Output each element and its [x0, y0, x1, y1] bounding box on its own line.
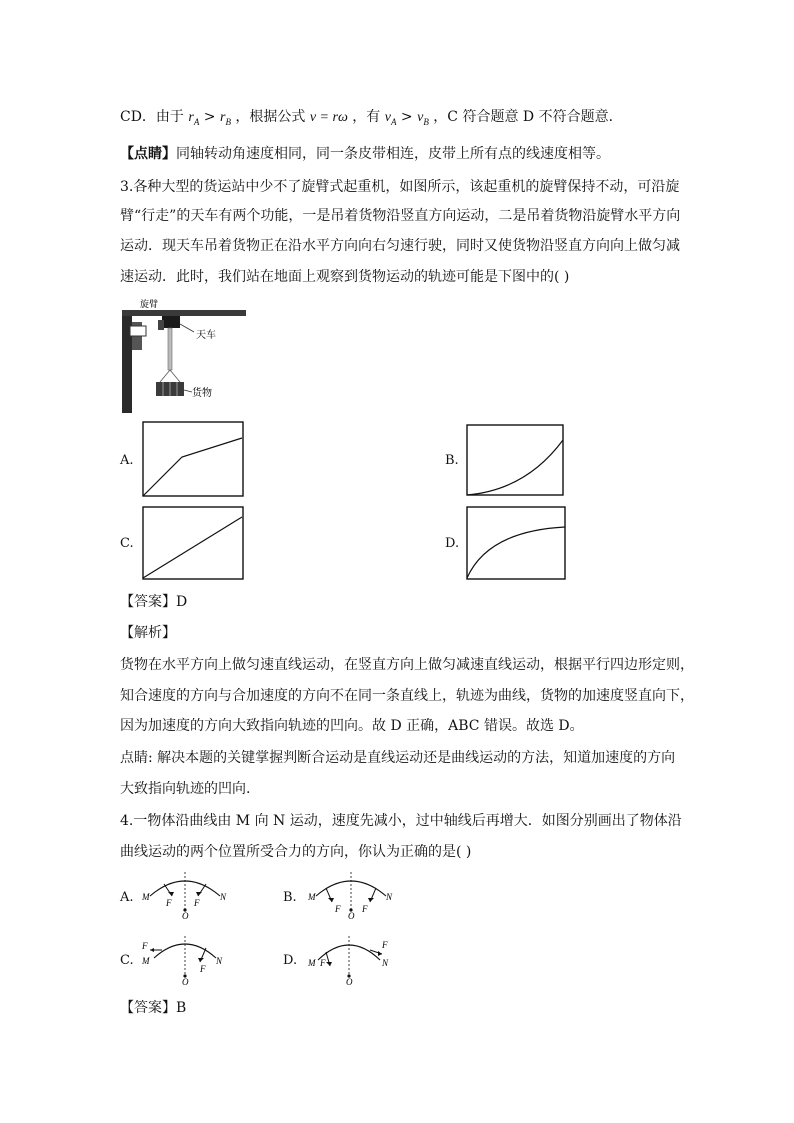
tip-text: 同轴转动角速度相同，同一条皮带相连，皮带上所有点的线速度相等。	[176, 146, 610, 162]
label-trolley: 天车	[196, 330, 216, 341]
svg-text:F: F	[320, 958, 326, 968]
svg-text:N: N	[382, 958, 389, 968]
q3-stem-4: 速运动．此时，我们站在地面上观察到货物运动的轨迹可能是下图中的( )	[120, 269, 570, 285]
gt-sign-2: >	[400, 109, 418, 125]
q3-analysis-1: 货物在水平方向上做匀速直线运动，在竖直方向上做匀减速直线运动，根据平行四边形定则，	[120, 657, 694, 673]
cd-mid: ，根据公式	[235, 109, 306, 125]
q3-tip-2: 大致指向轨迹的凹向.	[120, 781, 251, 797]
svg-text:F: F	[335, 904, 341, 914]
label-arm: 旋臂	[140, 299, 159, 309]
q3-analysis-tag: 【解析】	[120, 625, 176, 641]
q4-option-a-label: A.	[120, 890, 134, 905]
cd-prefix: CD．由于	[120, 109, 184, 125]
q3-stem-3: 运动．现天车吊着货物正在沿水平方向向右匀速行驶，同时又使货物沿竖直方向向上做匀减	[120, 238, 680, 254]
cd-explanation-line	[120, 107, 623, 132]
svg-text:F: F	[362, 904, 368, 914]
q2-tip	[120, 144, 610, 164]
svg-text:O: O	[346, 977, 353, 986]
svg-text:F: F	[382, 940, 388, 950]
q3-stem-1: 3.各种大型的货运站中少不了旋臂式起重机，如图所示，该起重机的旋臂保持不动，可沿旋	[120, 179, 680, 195]
svg-text:F: F	[194, 898, 200, 908]
q4-answer: 【答案】B	[120, 1000, 187, 1016]
q3-analysis-3: 因为加速度的方向大致指向轨迹的凹向。故 D 正确，ABC 错误。故选 D。	[120, 718, 584, 734]
svg-text:M: M	[308, 892, 316, 902]
q4-figure-a	[140, 868, 230, 920]
svg-text:O: O	[348, 911, 355, 920]
svg-text:N: N	[216, 956, 223, 966]
q3-graph-c	[142, 506, 244, 580]
q3-option-a-label: A.	[120, 453, 134, 468]
q3-answer: 【答案】D	[120, 594, 188, 610]
q3-graph-a	[142, 421, 244, 497]
q4-option-b-label: B.	[283, 890, 297, 905]
q4-figure-c	[140, 932, 230, 986]
svg-text:F: F	[200, 964, 206, 974]
q4-option-d-label: D.	[283, 953, 298, 968]
svg-text:M: M	[308, 958, 316, 968]
gt-sign: >	[203, 109, 220, 125]
r-a: $r_A$	[188, 110, 200, 127]
crane-figure	[118, 298, 248, 413]
q3-option-d-label: D.	[445, 536, 460, 551]
formula: v = rω	[309, 110, 348, 125]
q4-figure-b	[306, 868, 396, 920]
cd-suffix: ，C 符合题意 D 不符合题意．	[433, 109, 623, 125]
svg-text:O: O	[182, 911, 189, 920]
q3-option-b-label: B.	[445, 453, 459, 468]
svg-text:N: N	[386, 892, 393, 902]
q4-stem-2: 曲线运动的两个位置所受合力的方向，你认为正确的是( )	[120, 844, 472, 860]
q4-figure-d	[304, 932, 394, 986]
svg-text:F: F	[142, 941, 148, 951]
q3-option-c-label: C.	[120, 536, 134, 551]
q3-graph-b	[466, 424, 564, 496]
tip-tag: 【点睛】	[120, 146, 176, 162]
svg-text:O: O	[182, 977, 189, 986]
q3-stem-2: 臂“行走”的天车有两个功能，一是吊着货物沿竖直方向运动，二是吊着货物沿旋臂水平方向	[120, 208, 681, 224]
q4-option-c-label: C.	[120, 953, 134, 968]
cd-mid2: ，有	[352, 109, 381, 125]
svg-text:M: M	[142, 892, 150, 902]
q3-analysis-2: 知合速度的方向与合加速度的方向不在同一条直线上，轨迹为曲线，货物的加速度竖直向下，	[120, 688, 694, 704]
q3-tip-1: 点睛: 解决本题的关键掌握判断合运动是直线运动还是曲线运动的方法，知道加速度的方向	[120, 750, 676, 766]
svg-text:F: F	[166, 898, 172, 908]
v-b: $v_B$	[417, 110, 429, 127]
r-b: $r_B$	[219, 110, 231, 127]
svg-text:N: N	[220, 892, 227, 902]
label-cargo: 货物	[192, 388, 212, 399]
v-a: $v_A$	[384, 110, 397, 127]
q3-graph-d	[466, 506, 566, 580]
svg-text:M: M	[142, 956, 150, 966]
q4-stem-1: 4.一物体沿曲线由 M 向 N 运动，速度先减小，过中轴线后再增大．如图分别画出了物体沿	[120, 813, 682, 829]
